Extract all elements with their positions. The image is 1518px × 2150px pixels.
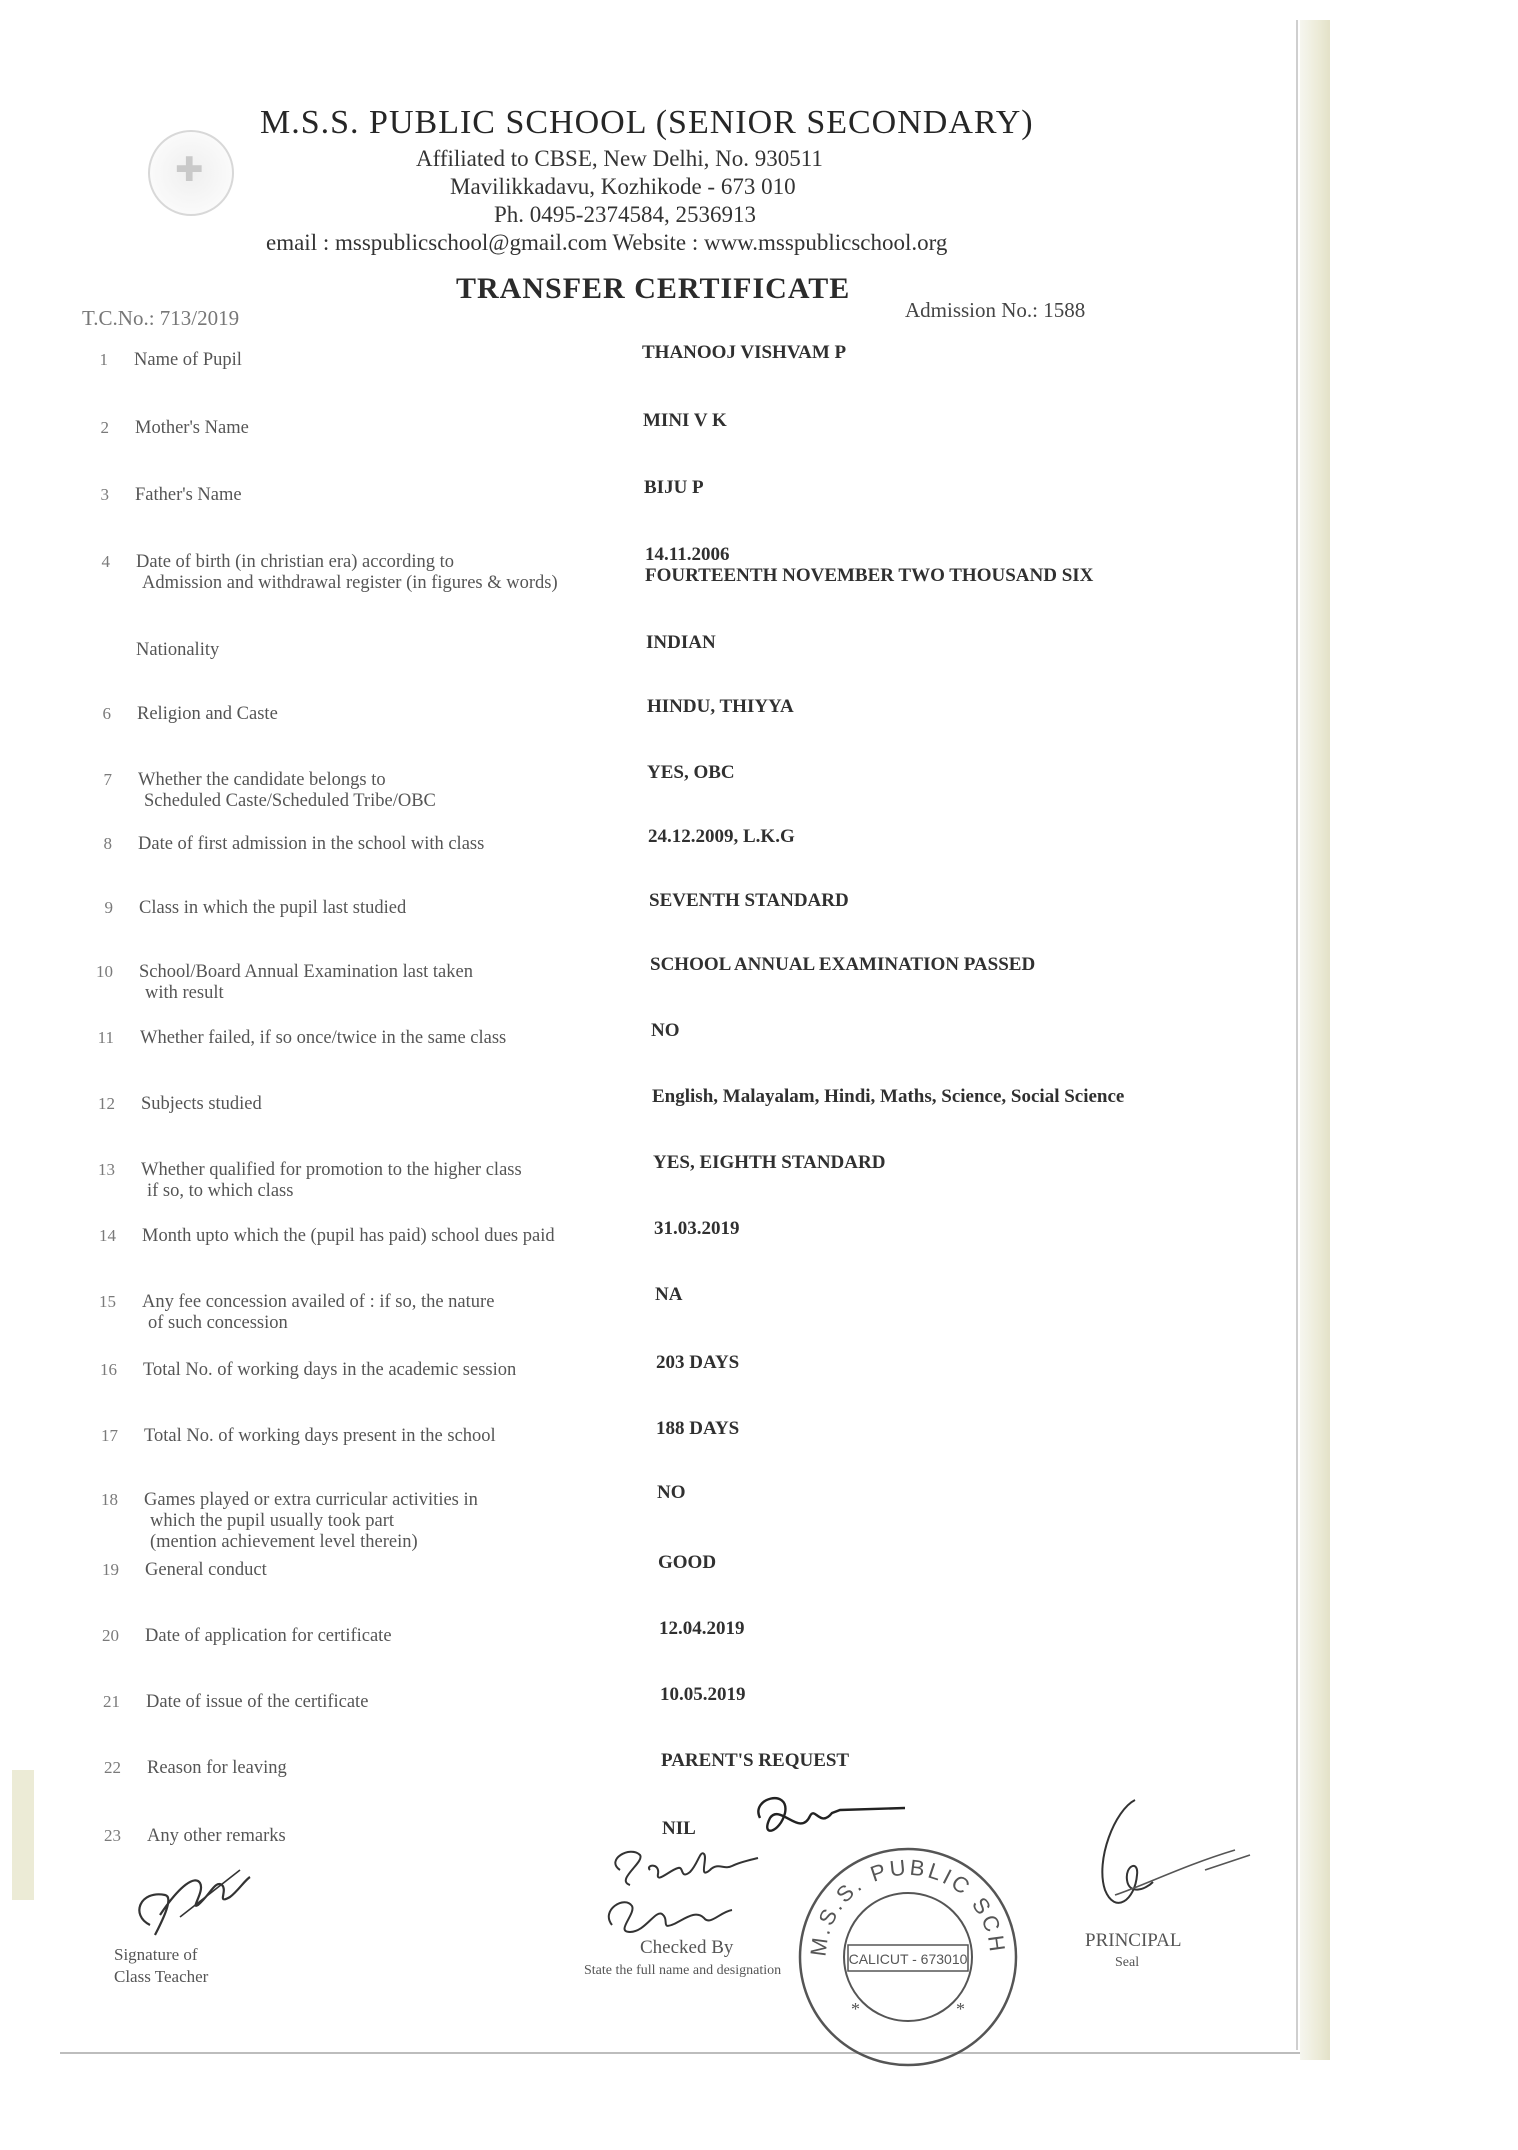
field-value: English, Malayalam, Hindi, Maths, Science, Social Science <box>652 1086 1125 1107</box>
row-number: 8 <box>103 834 112 853</box>
field-value: MINI V K <box>643 410 727 431</box>
field-value: YES, EIGHTH STANDARD <box>653 1152 886 1173</box>
field-label: Class in which the pupil last studied <box>139 898 407 918</box>
principal-seal-label: Seal <box>1115 1955 1140 1970</box>
field-label: Father's Name <box>135 485 242 505</box>
field-label: of such concession <box>148 1313 288 1333</box>
field-label: Any other remarks <box>147 1826 286 1846</box>
field-label: Name of Pupil <box>134 350 242 370</box>
page-edge-shadow <box>1300 20 1330 2060</box>
class-teacher-label-1: Signature of <box>114 1945 198 1964</box>
svg-text:*: * <box>851 1999 860 2019</box>
field-value: THANOOJ VISHVAM P <box>642 342 847 363</box>
field-label: Games played or extra curricular activities in <box>144 1490 478 1510</box>
field-value: 10.05.2019 <box>660 1684 746 1705</box>
class-teacher-signature <box>120 1855 260 1945</box>
svg-text:*: * <box>956 1999 965 2019</box>
field-label: Scheduled Caste/Scheduled Tribe/OBC <box>144 791 436 811</box>
row-number: 7 <box>103 770 112 789</box>
field-value: HINDU, THIYYA <box>647 696 794 717</box>
affiliation: Affiliated to CBSE, New Delhi, No. 930511 <box>416 146 823 171</box>
row-number: 18 <box>101 1490 118 1509</box>
field-value: PARENT'S REQUEST <box>661 1750 850 1771</box>
field-label: Date of application for certificate <box>145 1626 392 1646</box>
field-label: Religion and Caste <box>137 704 278 724</box>
field-label: Date of issue of the certificate <box>146 1692 369 1712</box>
field-value: BIJU P <box>644 477 704 498</box>
field-value: GOOD <box>658 1552 717 1573</box>
field-label: Reason for leaving <box>147 1758 287 1778</box>
field-label: Mother's Name <box>135 418 249 438</box>
page-edge-line <box>1296 20 1298 2050</box>
field-value: NIL <box>662 1818 696 1839</box>
row-number: 20 <box>102 1626 119 1645</box>
field-value: SEVENTH STANDARD <box>649 890 849 911</box>
row-number: 13 <box>98 1160 115 1179</box>
tc-number: T.C.No.: 713/2019 <box>82 306 240 330</box>
row-number: 21 <box>103 1692 120 1711</box>
field-label: Admission and withdrawal register (in figures & words) <box>142 573 558 593</box>
row-number: 11 <box>97 1028 114 1047</box>
row-number: 9 <box>104 898 113 917</box>
field-label: Whether failed, if so once/twice in the same class <box>140 1028 507 1048</box>
field-label: Month upto which the (pupil has paid) school dues paid <box>142 1226 555 1246</box>
row-number: 14 <box>99 1226 116 1245</box>
row-number: 10 <box>96 962 113 981</box>
field-label: General conduct <box>145 1560 267 1580</box>
class-teacher-label-2: Class Teacher <box>114 1967 209 1986</box>
row-number: 22 <box>104 1758 121 1777</box>
checked-by-label: Checked By <box>640 1937 734 1958</box>
field-label: with result <box>145 983 224 1003</box>
school-logo <box>148 130 234 216</box>
field-value: SCHOOL ANNUAL EXAMINATION PASSED <box>650 954 1036 975</box>
field-label: Date of birth (in christian era) according to <box>136 552 454 572</box>
office-signature <box>600 1840 820 1950</box>
checked-by-note: State the full name and designation <box>584 1963 782 1978</box>
field-label: Total No. of working days in the academic session <box>143 1360 517 1380</box>
certificate-title: TRANSFER CERTIFICATE <box>456 272 851 305</box>
field-value: 14.11.2006 <box>645 544 730 565</box>
field-value: NO <box>651 1020 680 1041</box>
field-label: if so, to which class <box>147 1181 294 1201</box>
row-number: 16 <box>100 1360 117 1379</box>
bottom-rule <box>60 2052 1300 2054</box>
row-number: 1 <box>99 350 108 369</box>
phone: Ph. 0495-2374584, 2536913 <box>494 202 756 227</box>
row-number: 19 <box>102 1560 119 1579</box>
field-value: INDIAN <box>646 632 716 653</box>
field-value: 203 DAYS <box>656 1352 740 1373</box>
school-seal-stamp <box>785 1825 1020 2069</box>
row-number: 23 <box>104 1826 121 1845</box>
field-value: YES, OBC <box>647 762 735 783</box>
contact-line: email : msspublicschool@gmail.com Website : www.msspublicschool.org <box>266 230 948 255</box>
field-label: Nationality <box>136 640 220 660</box>
field-label: Date of first admission in the school with class <box>138 834 485 854</box>
address: Mavilikkadavu, Kozhikode - 673 010 <box>450 174 796 199</box>
row-number: 17 <box>101 1426 118 1445</box>
field-label: Total No. of working days present in the school <box>144 1426 496 1446</box>
row-number: 15 <box>99 1292 116 1311</box>
checker-initials-signature <box>740 1788 920 1848</box>
row-number: 3 <box>100 485 109 504</box>
school-name: M.S.S. PUBLIC SCHOOL (SENIOR SECONDARY) <box>260 104 1034 141</box>
admission-number: Admission No.: 1588 <box>905 298 1086 322</box>
row-number: 4 <box>101 552 110 571</box>
scan-margin-mark <box>12 1770 34 1900</box>
row-number: 6 <box>102 704 111 723</box>
row-number: 2 <box>100 418 109 437</box>
field-label: Whether qualified for promotion to the higher class <box>141 1160 522 1180</box>
principal-signature <box>1075 1790 1295 1920</box>
field-label: (mention achievement level therein) <box>150 1532 418 1552</box>
field-label: which the pupil usually took part <box>150 1511 395 1531</box>
principal-label: PRINCIPAL <box>1085 1930 1182 1951</box>
field-label: Any fee concession availed of : if so, the nature <box>142 1292 495 1312</box>
field-value: FOURTEENTH NOVEMBER TWO THOUSAND SIX <box>645 565 1094 586</box>
svg-text:M.S.S. PUBLIC SCHOOL: M.S.S. PUBLIC SCHOOL <box>785 1825 1011 1958</box>
field-value: 31.03.2019 <box>654 1218 740 1239</box>
field-value: NA <box>655 1284 683 1305</box>
field-value: 12.04.2019 <box>659 1618 745 1639</box>
field-value: 24.12.2009, L.K.G <box>648 826 795 847</box>
field-label: Whether the candidate belongs to <box>138 770 386 790</box>
field-label: Subjects studied <box>141 1094 262 1114</box>
field-label: School/Board Annual Examination last taken <box>139 962 473 982</box>
field-value: 188 DAYS <box>656 1418 740 1439</box>
svg-text:CALICUT - 673010: CALICUT - 673010 <box>848 1951 968 1967</box>
row-number: 12 <box>98 1094 115 1113</box>
field-value: NO <box>657 1482 686 1503</box>
